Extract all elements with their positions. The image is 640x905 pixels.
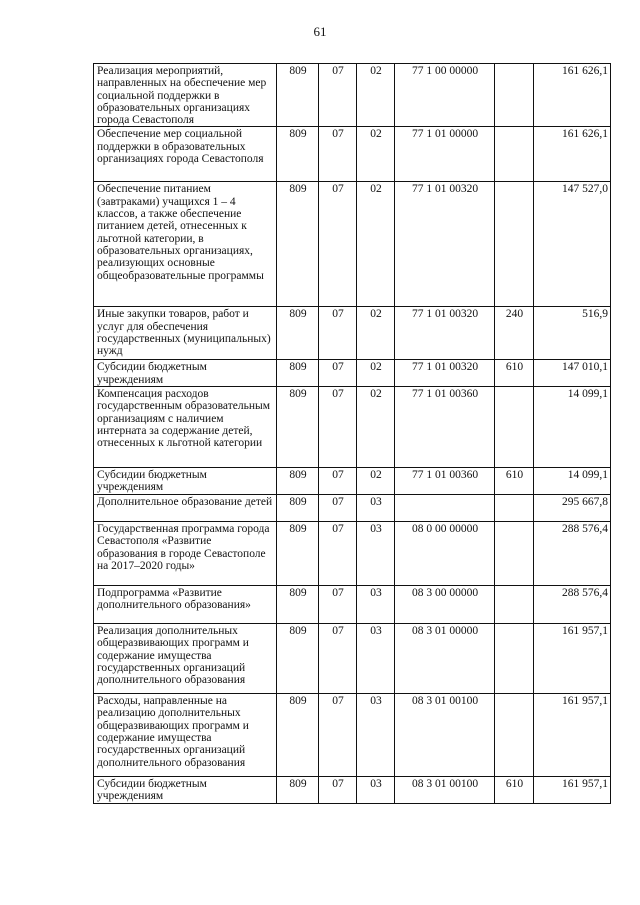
row-ved-cell: 809 [277,360,319,387]
row-ved-cell: 809 [277,127,319,182]
table-row [94,468,611,495]
row-name-cell: Обеспечение питанием (завтраками) учащихся 1 – 4 классов, а также обеспечение питанием детей, отнесенных к льготной категории, в образовательных организациях, реализующих основные общеобразовательные программы [94,182,277,307]
row-vr-cell: 610 [495,468,534,495]
row-ved-cell: 809 [277,694,319,777]
row-csr-cell: 77 1 00 00000 [395,64,495,127]
row-sum-cell: 161 626,1 [534,127,611,182]
row-name-cell: Субсидии бюджетным учреждениям [94,468,277,495]
row-vr-cell [495,586,534,624]
row-pr-cell: 02 [357,387,395,468]
row-vr-cell [495,387,534,468]
row-ved-cell: 809 [277,64,319,127]
table-row [94,777,611,804]
row-vr-cell [495,64,534,127]
row-pr-cell: 03 [357,495,395,522]
row-vr-cell [495,127,534,182]
row-pr-cell: 03 [357,586,395,624]
row-pr-cell: 03 [357,624,395,694]
row-vr-cell: 610 [495,360,534,387]
row-rz-cell: 07 [319,777,357,804]
row-name-cell: Субсидии бюджетным учреждениям [94,360,277,387]
table-row [94,307,611,360]
row-csr-cell: 77 1 01 00320 [395,360,495,387]
row-csr-cell: 77 1 01 00360 [395,387,495,468]
row-vr-cell [495,522,534,586]
row-name-cell: Субсидии бюджетным учреждениям [94,777,277,804]
row-csr-cell: 77 1 01 00360 [395,468,495,495]
row-vr-cell [495,624,534,694]
row-ved-cell: 809 [277,522,319,586]
table-row [94,586,611,624]
row-name-cell: Иные закупки товаров, работ и услуг для обеспечения государственных (муниципальных) нужд [94,307,277,360]
row-ved-cell: 809 [277,777,319,804]
row-rz-cell: 07 [319,624,357,694]
row-sum-cell: 161 957,1 [534,694,611,777]
row-pr-cell: 02 [357,307,395,360]
table-row [94,694,611,777]
row-pr-cell: 03 [357,777,395,804]
row-ved-cell: 809 [277,468,319,495]
row-csr-cell: 08 3 01 00000 [395,624,495,694]
row-pr-cell: 03 [357,522,395,586]
row-ved-cell: 809 [277,624,319,694]
row-name-cell: Реализация дополнительных общеразвивающих программ и содержание имущества государственных организаций дополнительного образования [94,624,277,694]
row-name-cell: Реализация мероприятий, направленных на обеспечение мер социальной поддержки в образовательных организациях города Севастополя [94,64,277,127]
row-rz-cell: 07 [319,64,357,127]
row-rz-cell: 07 [319,360,357,387]
row-name-cell: Компенсация расходов государственным образовательным организациям с наличием интерната за содержание детей, отнесенных к льготной категории [94,387,277,468]
row-pr-cell: 02 [357,360,395,387]
row-csr-cell: 77 1 01 00320 [395,307,495,360]
row-sum-cell: 14 099,1 [534,468,611,495]
table-row [94,387,611,468]
row-sum-cell: 14 099,1 [534,387,611,468]
table-row [94,360,611,387]
row-ved-cell: 809 [277,182,319,307]
row-ved-cell: 809 [277,586,319,624]
row-rz-cell: 07 [319,387,357,468]
row-sum-cell: 516,9 [534,307,611,360]
row-csr-cell: 08 3 01 00100 [395,694,495,777]
row-sum-cell: 161 626,1 [534,64,611,127]
row-pr-cell: 03 [357,694,395,777]
row-rz-cell: 07 [319,495,357,522]
row-csr-cell [395,495,495,522]
row-sum-cell: 288 576,4 [534,586,611,624]
row-sum-cell: 161 957,1 [534,777,611,804]
row-vr-cell: 610 [495,777,534,804]
row-pr-cell: 02 [357,64,395,127]
table-row [94,127,611,182]
row-vr-cell: 240 [495,307,534,360]
row-rz-cell: 07 [319,522,357,586]
budget-table [93,63,611,804]
row-ved-cell: 809 [277,495,319,522]
row-pr-cell: 02 [357,182,395,307]
row-csr-cell: 77 1 01 00000 [395,127,495,182]
row-csr-cell: 08 3 01 00100 [395,777,495,804]
row-sum-cell: 295 667,8 [534,495,611,522]
row-ved-cell: 809 [277,387,319,468]
row-sum-cell: 161 957,1 [534,624,611,694]
row-rz-cell: 07 [319,127,357,182]
row-vr-cell [495,495,534,522]
row-sum-cell: 147 527,0 [534,182,611,307]
page-number: 61 [313,24,327,39]
row-rz-cell: 07 [319,586,357,624]
row-vr-cell [495,694,534,777]
table-row [94,522,611,586]
row-rz-cell: 07 [319,307,357,360]
table-row [94,624,611,694]
row-ved-cell: 809 [277,307,319,360]
row-sum-cell: 288 576,4 [534,522,611,586]
row-csr-cell: 08 0 00 00000 [395,522,495,586]
row-vr-cell [495,182,534,307]
row-name-cell: Расходы, направленные на реализацию дополнительных общеразвивающих программ и содержание имущества государственных организаций дополнительного образования [94,694,277,777]
row-pr-cell: 02 [357,127,395,182]
row-rz-cell: 07 [319,468,357,495]
row-rz-cell: 07 [319,182,357,307]
table-row [94,64,611,127]
row-csr-cell: 08 3 00 00000 [395,586,495,624]
row-pr-cell: 02 [357,468,395,495]
row-csr-cell: 77 1 01 00320 [395,182,495,307]
table-row [94,495,611,522]
row-rz-cell: 07 [319,694,357,777]
row-name-cell: Подпрограмма «Развитие дополнительного образования» [94,586,277,624]
row-name-cell: Государственная программа города Севастополя «Развитие образования в городе Севастополе на 2017–2020 годы» [94,522,277,586]
table-row [94,182,611,307]
budget-table-body [94,64,611,804]
row-name-cell: Обеспечение мер социальной поддержки в образовательных организациях города Севастополя [94,127,277,182]
row-sum-cell: 147 010,1 [534,360,611,387]
row-name-cell: Дополнительное образование детей [94,495,277,522]
